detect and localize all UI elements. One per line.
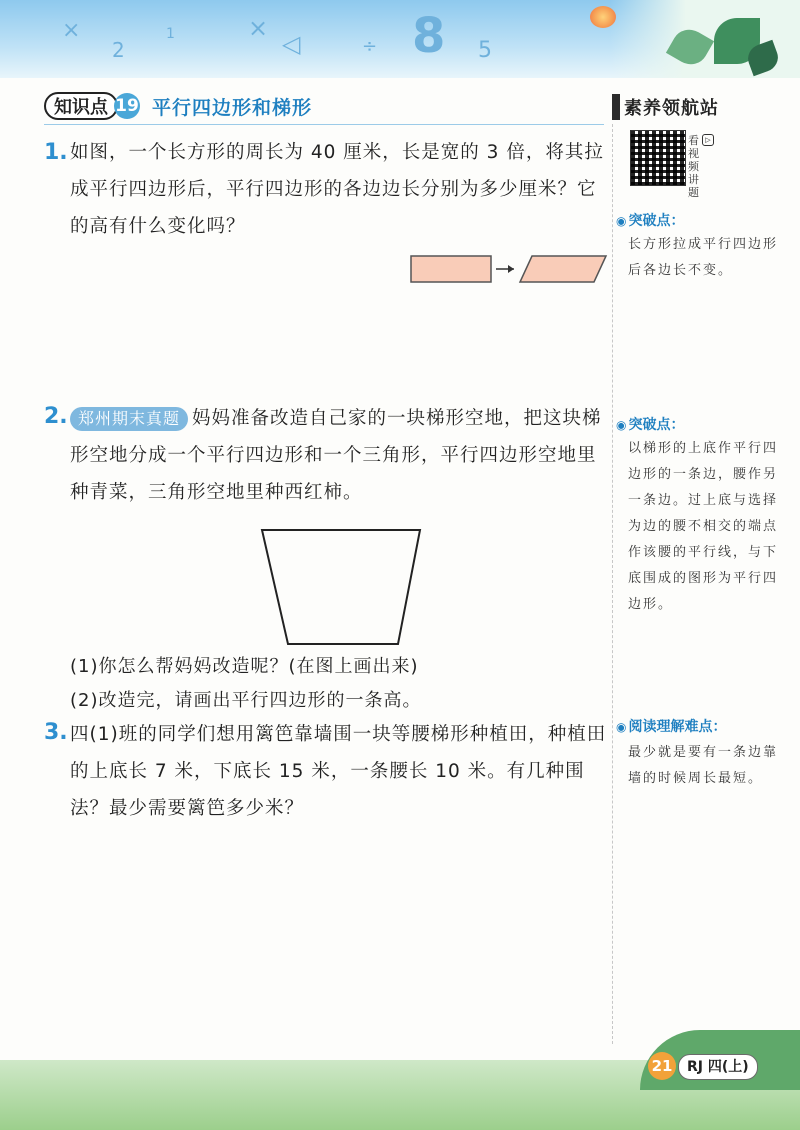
topic-badge: 知识点 (44, 92, 118, 120)
rectangle-shape (411, 256, 491, 282)
sidebar-marker (612, 94, 620, 120)
question-2-text: 郑州期末真题 妈妈准备改造自己家的一块梯形空地，把这块梯形空地分成一个平行四边形和一个三角形，平行四边形空地里种青菜，三角形空地里种西红柿。 (70, 408, 602, 503)
decor-x-symbol: × (62, 18, 81, 43)
tip-body-3: 最少就是要有一条边靠墙的时候周长最短。 (628, 745, 779, 786)
topic-number: 19 (114, 93, 140, 119)
trapezoid-shape (262, 530, 420, 644)
decor-digit: 5 (478, 38, 492, 63)
tip-head-2: ◉ 突破点： (616, 417, 685, 433)
parallelogram-shape (520, 256, 606, 282)
topic-heading (44, 92, 312, 120)
decor-digit: 1 (166, 26, 175, 42)
rectangle-to-parallelogram-figure (408, 252, 608, 286)
decor-digit: 8 (412, 8, 446, 64)
question-3-text: 四(1)班的同学们想用篱笆靠墙围一块等腰梯形种植田，种植田的上底长 7 米，下底长 15 米，一条腰长 10 米。有几种围法？最少需要篱笆多少米？ (70, 724, 607, 819)
question-1-number: 1. (44, 140, 68, 165)
tip-body-1: 长方形拉成平行四边形后各边长不变。 (628, 237, 779, 278)
bullet-icon: ◉ (616, 720, 627, 734)
sidebar-divider (612, 124, 613, 1044)
question-2-number: 2. (44, 404, 68, 429)
question-1-text: 如图，一个长方形的周长为 40 厘米，长是宽的 3 倍，将其拉成平行四边形后，平行四边形的各边边长分别为多少厘米？它的高有什么变化吗？ (70, 142, 604, 237)
tip-head-3: ◉ 阅读理解难点： (616, 719, 727, 735)
trapezoid-figure[interactable] (256, 526, 426, 650)
source-tag: 郑州期末真题 (70, 407, 188, 431)
decor-digit: 2 (112, 38, 125, 62)
qr-label: 看视频讲题 (688, 134, 699, 199)
question-2-sub-2: (2)改造完，请画出平行四边形的一条高。 (70, 690, 422, 711)
tip-body-2: 以梯形的上底作平行四边形的一条边，腰作另一条边。过上底与选择为边的腰不相交的端点作该腰的平行线，与下底围成的图形为平行四边形。 (628, 441, 779, 612)
grade-label: RJ 四(上) (678, 1054, 758, 1080)
arrow-head (508, 265, 514, 273)
sidebar-title: 素养领航站 (624, 98, 719, 119)
topic-divider (44, 124, 604, 125)
question-2-sub-1: (1)你怎么帮妈妈改造呢？(在图上画出来) (70, 656, 419, 677)
topic-title: 平行四边形和梯形 (152, 96, 313, 119)
play-icon: ▷ (702, 134, 714, 146)
bullet-icon: ◉ (616, 418, 627, 432)
sidebar-header (612, 94, 784, 120)
qr-code[interactable] (630, 130, 686, 186)
flower-decor (590, 6, 616, 28)
decor-divide-symbol: ÷ (362, 36, 378, 57)
decor-x-symbol: × (248, 14, 269, 42)
bullet-icon: ◉ (616, 214, 627, 228)
question-3-number: 3. (44, 720, 68, 745)
decor-triangle: ◁ (282, 30, 301, 58)
page-number: 21 (648, 1052, 676, 1080)
tip-head-1: ◉ 突破点： (616, 213, 685, 229)
